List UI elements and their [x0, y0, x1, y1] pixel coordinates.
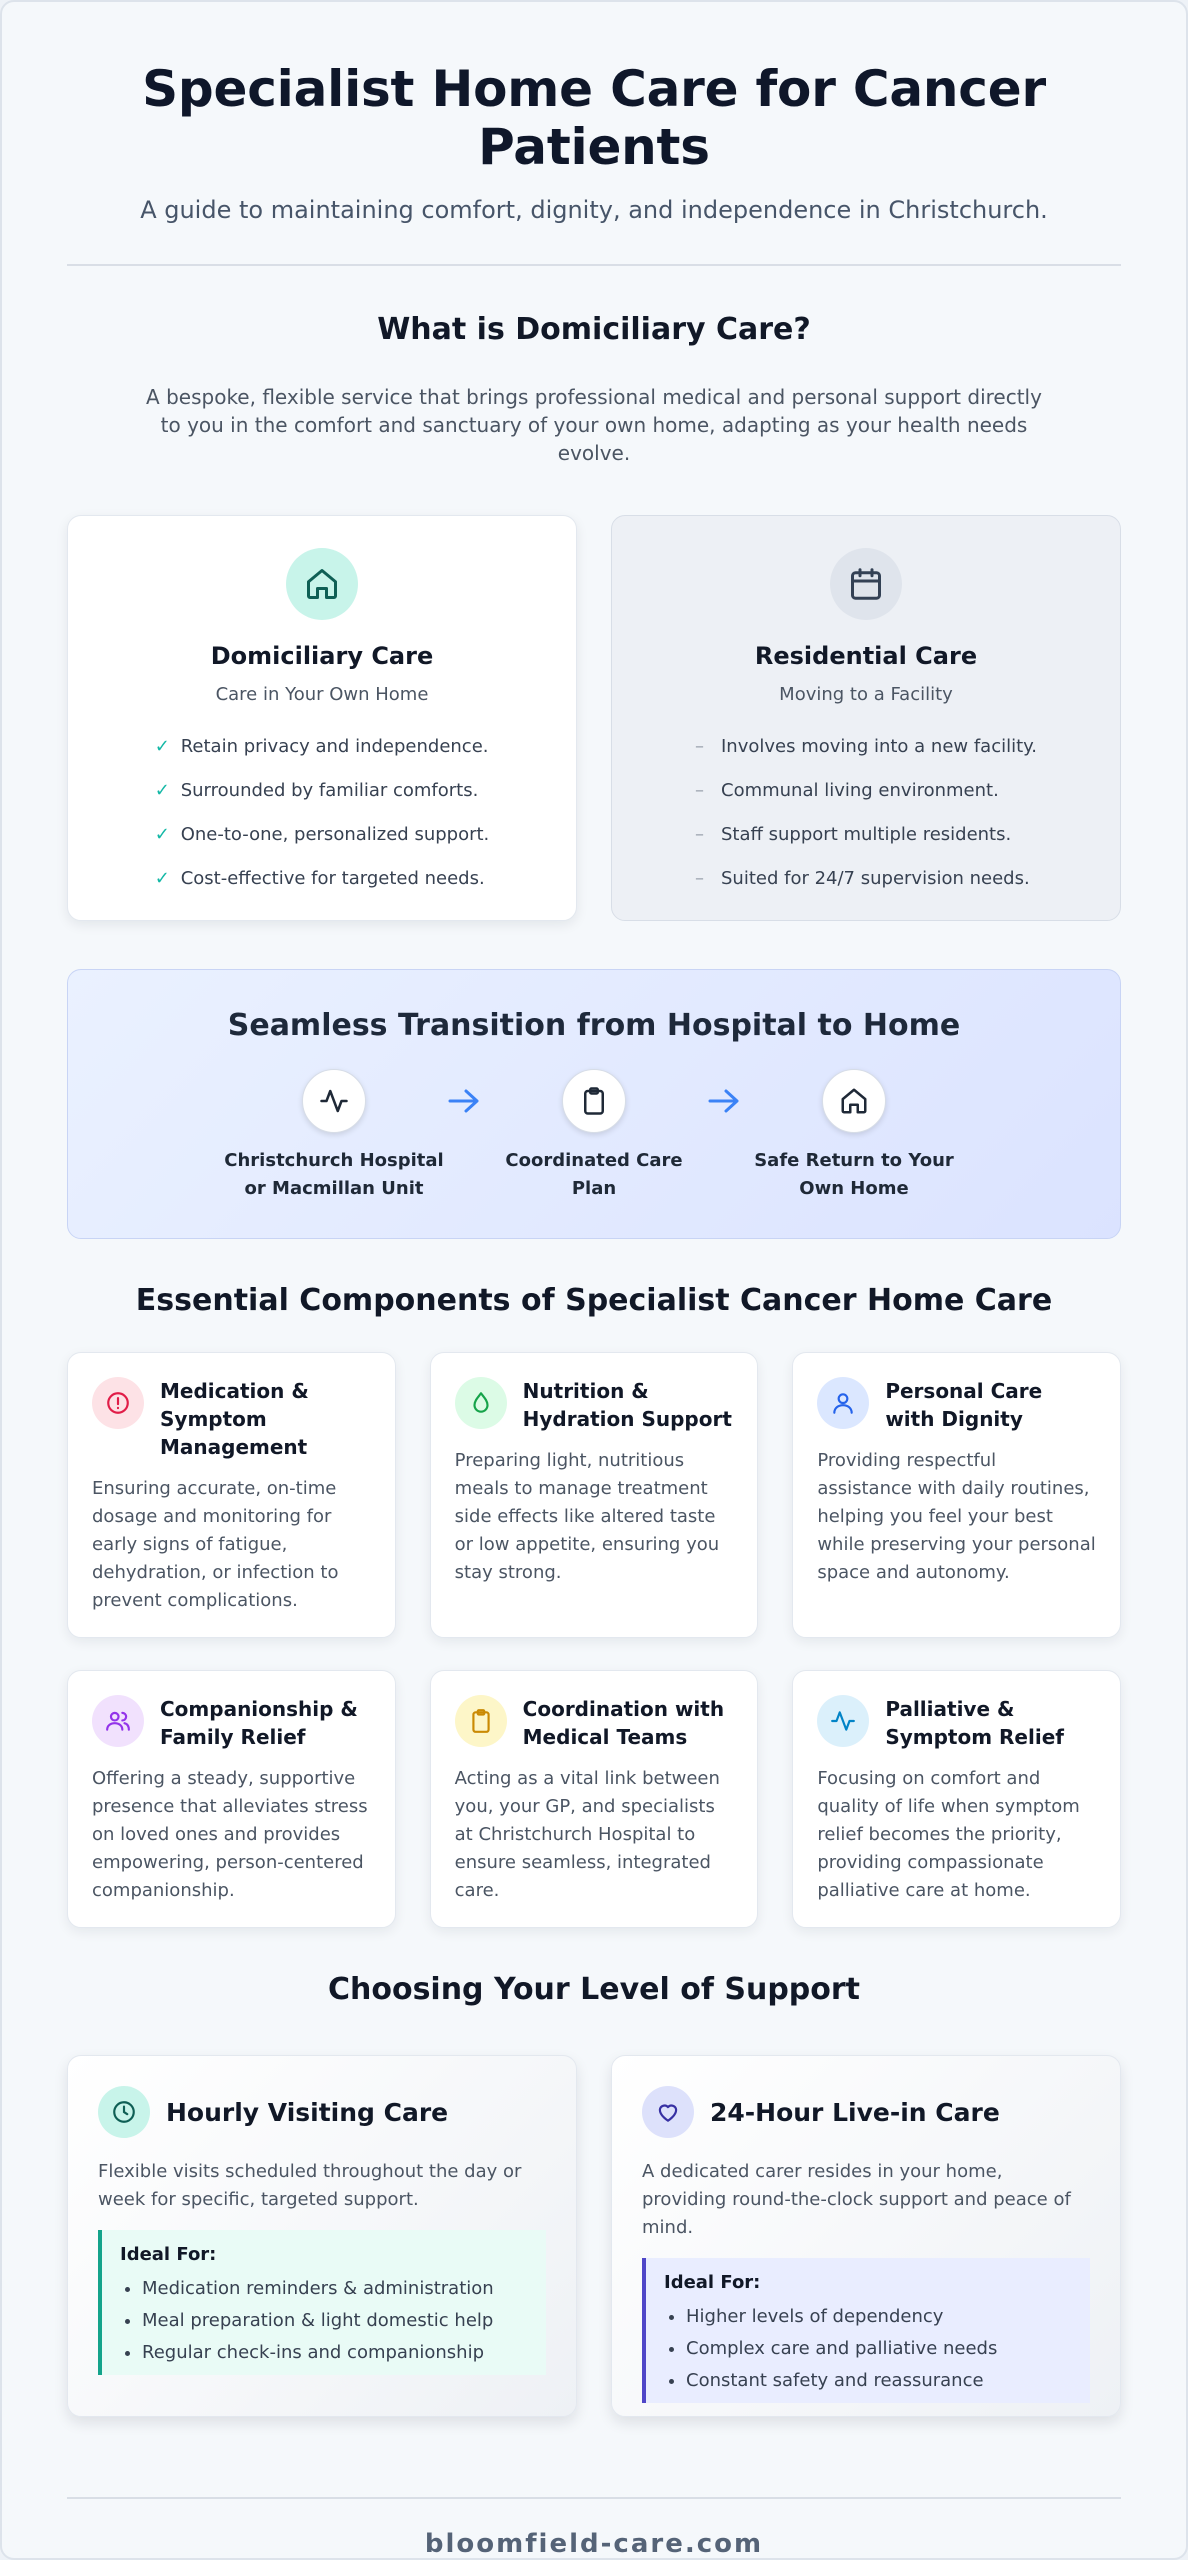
alert-circle-icon — [92, 1377, 144, 1429]
feature-desc: Focusing on comfort and quality of life when symptom relief becomes the priority, providing compassionate palliative care at home. — [817, 1768, 1080, 1901]
transition-steps — [68, 1069, 1120, 1203]
list-item-text: Communal living environment. — [721, 780, 999, 801]
list-item: • Regular check-ins and companionship — [142, 2337, 528, 2369]
dash-icon: – — [695, 780, 704, 801]
support-plans — [67, 2055, 1121, 2417]
live-in-plan-card — [611, 2055, 1121, 2417]
feature-desc: Acting as a vital link between you, your GP, and specialists at Christchurch Hospital to ensure seamless, integrated care. — [454, 1768, 720, 1901]
home-icon — [286, 548, 358, 620]
feature-card — [430, 1670, 759, 1928]
feature-title: Personal Care with Dignity — [885, 1379, 1043, 1431]
list-item — [695, 725, 1037, 769]
intro-text: A bespoke, flexible service that brings professional medical and personal support directly to you in the comfort and sanctuary of your own home, adapting as your health needs evolve. — [146, 385, 1042, 465]
list-item-text: Cost-effective for targeted needs. — [180, 868, 485, 889]
step-label: Safe Return to Your Own Home — [754, 1150, 954, 1199]
domiciliary-card — [67, 515, 577, 921]
header-divider — [67, 264, 1121, 266]
check-icon: ✓ — [154, 824, 170, 845]
clock-icon — [98, 2086, 150, 2138]
activity-icon — [817, 1695, 869, 1747]
page-subtitle: A guide to maintaining comfort, dignity, and independence in Christchurch. — [140, 196, 1048, 224]
feature-title: Medication & Symptom Management — [160, 1379, 309, 1459]
residential-card — [611, 515, 1121, 921]
feature-card — [67, 1670, 396, 1928]
list-item — [695, 857, 1037, 901]
feature-card — [67, 1352, 396, 1638]
home-icon — [822, 1069, 886, 1133]
step-label: Coordinated Care Plan — [505, 1150, 683, 1199]
ideal-for-box — [98, 2230, 546, 2375]
ideal-for-label: Ideal For: — [664, 2272, 761, 2293]
list-item-text: Involves moving into a new facility. — [721, 736, 1037, 757]
plan-title: 24-Hour Live-in Care — [710, 2097, 1000, 2127]
list-item: • Higher levels of dependency — [686, 2301, 1072, 2333]
feature-desc: Providing respectful assistance with daily routines, helping you feel your best while preserving your personal space and autonomy. — [817, 1450, 1096, 1583]
domiciliary-subtitle: Care in Your Own Home — [215, 684, 429, 705]
footer-divider — [67, 2497, 1121, 2499]
feature-card — [792, 1670, 1121, 1928]
feature-desc: Offering a steady, supportive presence that alleviates stress on loved ones and provides empowering, person-centered companionship. — [92, 1768, 368, 1901]
transition-step — [484, 1069, 704, 1203]
calendar-icon — [830, 548, 902, 620]
plan-desc: Flexible visits scheduled throughout the day or week for specific, targeted support. — [98, 2161, 522, 2210]
users-icon — [92, 1695, 144, 1747]
list-item-text: Staff support multiple residents. — [721, 824, 1012, 845]
hourly-plan-card — [67, 2055, 577, 2417]
list-item: • Complex care and palliative needs — [686, 2333, 1072, 2365]
transition-step — [224, 1069, 444, 1203]
care-comparison — [67, 515, 1121, 921]
ideal-for-box — [642, 2258, 1090, 2403]
transition-title: Seamless Transition from Hospital to Home — [227, 1008, 961, 1043]
essentials-title: Essential Components of Specialist Cancer Home Care — [135, 1283, 1053, 1318]
ideal-for-label: Ideal For: — [120, 2244, 217, 2265]
residential-title: Residential Care — [754, 642, 978, 670]
list-item: • Constant safety and reassurance — [686, 2365, 1072, 2397]
residential-subtitle: Moving to a Facility — [779, 684, 953, 705]
feature-title: Coordination with Medical Teams — [522, 1697, 725, 1749]
clipboard-icon — [562, 1069, 626, 1133]
check-icon: ✓ — [154, 736, 170, 757]
clipboard-icon — [455, 1695, 507, 1747]
footer-website[interactable]: bloomfield-care.com — [424, 2529, 764, 2559]
plan-title: Hourly Visiting Care — [166, 2097, 449, 2127]
feature-title: Companionship & Family Relief — [160, 1697, 358, 1749]
list-item-text: Surrounded by familiar comforts. — [180, 780, 479, 801]
list-item-text: Suited for 24/7 supervision needs. — [721, 868, 1030, 889]
feature-card — [430, 1352, 759, 1638]
essentials-grid — [67, 1352, 1121, 1928]
feature-title: Palliative & Symptom Relief — [885, 1697, 1064, 1749]
check-icon: ✓ — [154, 868, 170, 889]
dash-icon: – — [695, 736, 704, 757]
domiciliary-title: Domiciliary Care — [210, 642, 434, 670]
plan-desc: A dedicated carer resides in your home, providing round-the-clock support and peace of mind. — [642, 2161, 1071, 2238]
list-item: • Meal preparation & light domestic help — [142, 2305, 528, 2337]
residential-list — [695, 725, 1037, 901]
domiciliary-list — [155, 725, 490, 901]
feature-desc: Ensuring accurate, on-time dosage and monitoring for early signs of fatigue, dehydration, or infection to prevent complications. — [92, 1478, 339, 1611]
feature-desc: Preparing light, nutritious meals to manage treatment side effects like altered taste or low appetite, ensuring you stay strong. — [454, 1450, 720, 1583]
user-icon — [817, 1377, 869, 1429]
list-item: • Medication reminders & administration — [142, 2273, 528, 2305]
list-item — [155, 769, 490, 813]
droplet-icon — [455, 1377, 507, 1429]
support-title: Choosing Your Level of Support — [327, 1972, 861, 2007]
transition-step — [744, 1069, 964, 1203]
list-item — [155, 725, 490, 769]
transition-panel — [67, 969, 1121, 1239]
step-label: Christchurch Hospital or Macmillan Unit — [224, 1150, 444, 1199]
list-item — [155, 857, 490, 901]
list-item-text: Retain privacy and independence. — [180, 736, 489, 757]
list-item — [695, 813, 1037, 857]
header — [67, 2, 1121, 224]
list-item-text: One-to-one, personalized support. — [180, 824, 490, 845]
arrow-right-icon — [704, 1087, 744, 1115]
page-title: Specialist Home Care for Cancer Patients — [142, 60, 1046, 176]
dash-icon: – — [695, 868, 704, 889]
dash-icon: – — [695, 824, 704, 845]
list-item — [695, 769, 1037, 813]
arrow-right-icon — [444, 1087, 484, 1115]
list-item — [155, 813, 490, 857]
feature-card — [792, 1352, 1121, 1638]
feature-title: Nutrition & Hydration Support — [522, 1379, 732, 1431]
intro-title: What is Domiciliary Care? — [377, 312, 811, 347]
activity-icon — [302, 1069, 366, 1133]
heart-icon — [642, 2086, 694, 2138]
check-icon: ✓ — [154, 780, 170, 801]
